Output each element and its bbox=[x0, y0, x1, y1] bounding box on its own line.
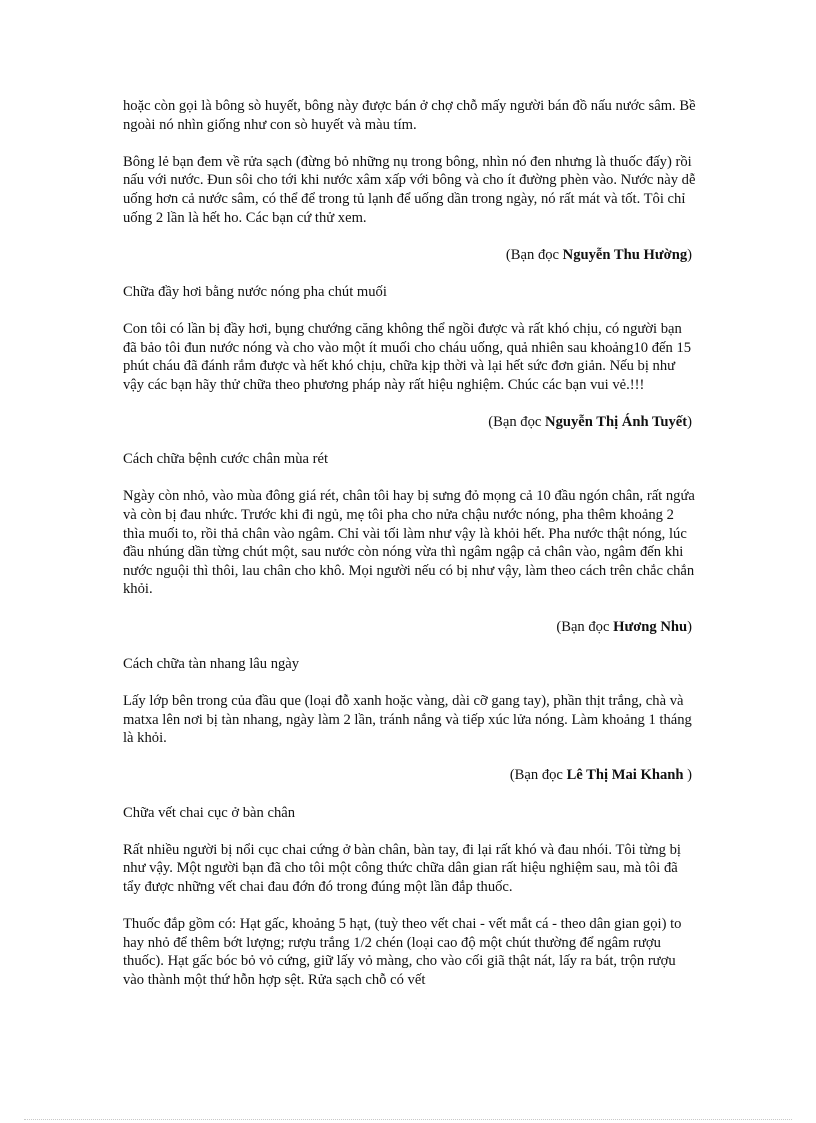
paragraph-freckles: Lấy lớp bên trong của đầu que (loại đỗ xanh hoặc vàng, dài cỡ gang tay), phần thịt trắng, chà và matxa lên nơi bị tàn nhang, ngày làm 2 lần, tránh nắng và tiếp xúc lửa nóng. Làm khoảng 1 tháng là khỏi. bbox=[123, 693, 692, 747]
reader-name: Nguyễn Thu Hường bbox=[562, 246, 688, 263]
reader-name: Lê Thị Mai Khanh bbox=[566, 767, 684, 784]
section-heading: Cách chữa bệnh cước chân mùa rét bbox=[123, 451, 329, 468]
reader-signature: (Bạn đọc Nguyễn Thu Hường) bbox=[505, 246, 692, 263]
section-heading: Chữa vết chai cục ở bàn chân bbox=[123, 804, 296, 821]
paragraph-chilblains: Ngày còn nhỏ, vào mùa đông giá rét, chân tôi hay bị sưng đỏ mọng cả 10 đầu ngón chân, rất ngứa và còn bị đau nhức. Trước khi đi ngủ, mẹ tôi pha cho nửa chậu nước nóng, pha thêm khoảng 2 thìa muối to, rồi thả chân vào ngâm. Chỉ vài tối làm như vậy là khỏi hết. Pha nước thật nóng, lúc đầu nhúng dần từng chút một, sau nước còn nóng vừa thì ngâm ngập cả chân vào, ngâm đến khi nước nguội thì thôi, lau chân cho khô. Mọi người nếu có bị như vậy, làm theo cách trên chắc chắn khỏi. bbox=[123, 488, 695, 598]
paragraph-sam-flower: hoặc còn gọi là bông sò huyết, bông này được bán ở chợ chỗ mấy người bán đồ nấu nước sâm. Bề ngoài nó nhìn giống như con sò huyết và màu tím. bbox=[123, 98, 696, 133]
reader-name: Hương Nhu bbox=[613, 618, 688, 635]
page-bottom-rule bbox=[24, 1119, 792, 1120]
reader-name: Nguyễn Thị Ánh Tuyết bbox=[545, 414, 688, 431]
section-heading: Chữa đầy hơi bằng nước nóng pha chút muối bbox=[123, 283, 387, 300]
paragraph-bloating: Con tôi có lần bị đầy hơi, bụng chướng căng không thể ngồi được và rất khó chịu, có người bạn đã bảo tôi đun nước nóng và cho vào một ít muối cho cháu uống, quả nhiên sau khoảng10 đến 15 phút cháu đã đánh rắm được và hết khó chịu, chữa kịp thời và lại hết sức đơn giản. Nếu bị như vậy các bạn hãy thử chữa theo phương pháp này rất hiệu nghiệm. Chúc các bạn vui vẻ.!!! bbox=[123, 321, 692, 393]
paragraph-calluses-recipe: Thuốc đắp gồm có: Hạt gấc, khoảng 5 hạt, (tuỳ theo vết chai - vết mắt cá - theo dân gian gọi) to hay nhỏ để thêm bớt lượng; rượu trắng 1/2 chén (loại cao độ một chút thường để ngâm rượu thuốc). Hạt gấc bóc bỏ vỏ cứng, giữ lấy vỏ màng, cho vào cối giã thật nát, lấy ra bát, trộn rượu vào thành một thứ hỗn hợp sệt. Rửa sạch chỗ có vết bbox=[123, 916, 682, 988]
paragraph-calluses: Rất nhiều người bị nổi cục chai cứng ở bàn chân, bàn tay, đi lại rất khó và đau nhói. Tôi từng bị như vậy. Một người bạn đã cho tôi một công thức chữa dân gian rất hiệu nghiệm sau, mà tôi đã tẩy được những vết chai đau đớn đó trong đúng một lần đắp thuốc. bbox=[123, 841, 681, 895]
reader-signature: (Bạn đọc Lê Thị Mai Khanh ) bbox=[509, 767, 692, 784]
section-heading: Cách chữa tàn nhang lâu ngày bbox=[123, 655, 300, 672]
paragraph-cough-remedy: Bông lẻ bạn đem về rửa sạch (đừng bỏ những nụ trong bông, nhìn nó đen nhưng là thuốc đấy) rồi nấu với nước. Đun sôi cho tới khi nước xâm xấp với bông và cho ít đường phèn vào. Nước này dễ uống hơn cả nước sâm, có thể để trong tủ lạnh để uống dần trong ngày, nó rất mát và tốt. Tôi chỉ uống 2 lần là hết ho. Các bạn cứ thử xem. bbox=[123, 153, 696, 226]
reader-signature: (Bạn đọc Nguyễn Thị Ánh Tuyết) bbox=[488, 414, 692, 431]
document-page bbox=[123, 97, 696, 1008]
reader-signature: (Bạn đọc Hương Nhu) bbox=[556, 618, 692, 635]
